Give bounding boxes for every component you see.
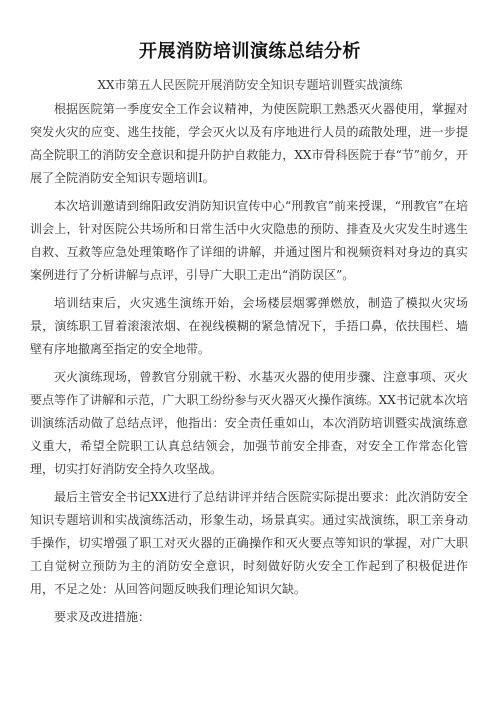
- paragraph: 最后主管安全书记XX进行了总结讲评并结合医院实际提出要求：此次消防安全知识专题培训和实战演练活动，形象生动，场景真实。通过实战演练，职工亲身动手操作，切实增强了职工对灭火器的正确操作和灭火要点等知识的掌握，对广大职工自觉树立预防为主的消防安全意识，时刻做好防火安全工作起到了积极促进作用，不足之处：从回答问题反映我们理论知识欠缺。: [30, 490, 468, 596]
- paragraph: 灭火演练现场，曾教官分别就干粉、水基灭火器的使用步骤、注意事项、灭火要点等作了讲解和示范，广大职工纷纷参与灭火器灭火操作演练。XX书记就本次培训演练活动做了总结点评，他指出：安全责任重如山，本次消防培训暨实战演练意义重大，希望全院职工认真总结领会，加强节前安全排查，对安全工作常态化管理，切实打好消防安全持久攻坚战。: [30, 370, 468, 476]
- paragraph: 根据医院第一季度安全工作会议精神，为使医院职工熟悉灭火器使用，掌握对突发火灾的应变、逃生技能，学会灭火以及有序地进行人员的疏散处理，进一步提高全院职工的消防安全意识和提升防护自救能力，XX市骨科医院于春“节”前夕，开展了全院消防安全知识专题培训I。: [30, 102, 468, 185]
- paragraph: 培训结束后，火灾逃生演练开始，会场楼层烟雾弹燃放，制造了模拟火灾场景，演练职工冒着滚滚浓烟、在视线模糊的紧急情况下，手捂口鼻，依扶围栏、墙壁有序地撤离至指定的安全地带。: [30, 296, 468, 356]
- document-subtitle: XX市第五人民医院开展消防安全知识专题培训暨实战演练: [97, 78, 403, 92]
- document-body: [30, 98, 468, 634]
- paragraph: 要求及改进措施：: [54, 610, 151, 624]
- paragraph: 本次培训邀请到绵阳政安消防知识宣传中心“刑教官”前来授课，“刑教官”在培训会上，针对医院公共场所和日常生活中火灾隐患的预防、排查及火灾发生时逃生自救、互救等应急处理策略作了详细的讲解，并通过图片和视频资料对身边的真实案例进行了分析讲解与点评，引导广大职工走出“消防误区”。: [30, 199, 468, 282]
- document-title: 开展消防培训演练总结分析: [139, 41, 361, 62]
